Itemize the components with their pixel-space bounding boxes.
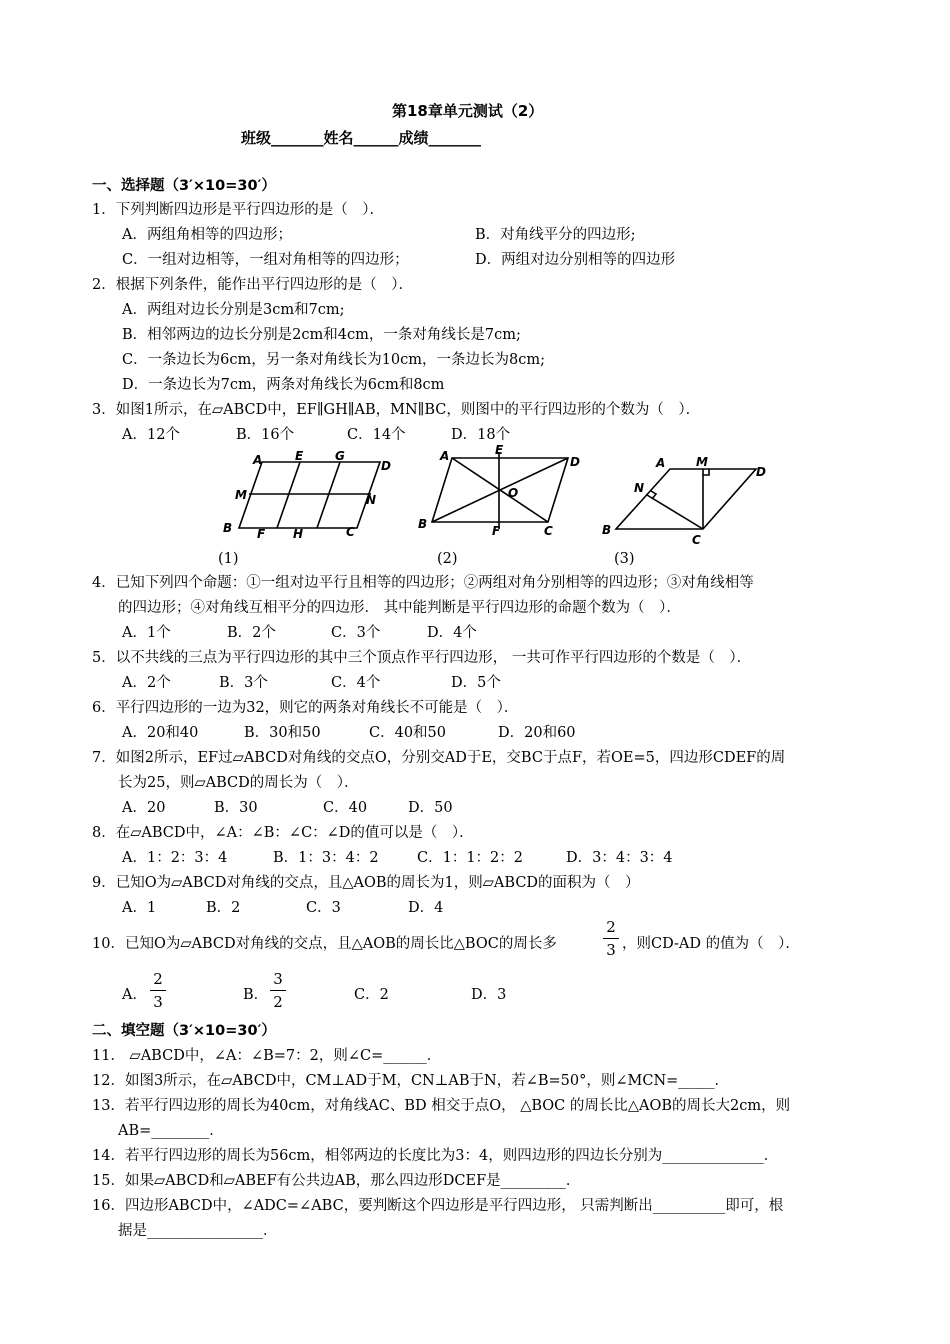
q6-stem: 6．平行四边形的一边为32，则它的两条对角线长不可能是（ ）．: [92, 700, 519, 716]
q10-frac-num: 2: [606, 918, 616, 936]
q9-option-c: C．3: [306, 900, 341, 916]
fig1-label-g: G: [335, 449, 345, 463]
q7-option-d: D．50: [408, 800, 453, 816]
q10-a-num: 2: [153, 970, 163, 988]
q8-option-a: A．1：2：3：4: [122, 850, 228, 866]
q2-stem: 2．根据下列条件，能作出平行四边形的是（ ）．: [92, 277, 413, 293]
q12-stem: 12．如图3所示，在▱ABCD中，CM⊥AD于M，CN⊥AB于N，若∠B=50°，则∠MCN=_____．: [92, 1073, 730, 1089]
fig3-label-n: N: [634, 481, 645, 495]
fig3-caption: (3): [614, 551, 635, 567]
q7-option-c: C．40: [323, 800, 368, 816]
q10-b-num: 3: [273, 970, 283, 988]
q1-option-c: C．一组对边相等，一组对角相等的四边形；: [122, 252, 409, 268]
q8-stem: 8．在▱ABCD中，∠A：∠B：∠C：∠D的值可以是（ ）．: [92, 825, 474, 841]
section-heading-fill: 二、填空题（3′×10=30′）: [92, 1023, 276, 1039]
fig1-label-h: H: [293, 527, 304, 541]
fig1-label-f: F: [257, 527, 266, 541]
q11-stem: 11． ▱ABCD中，∠A：∠B=7：2，则∠C=______．: [92, 1048, 442, 1064]
fig3-parallelogram: [616, 469, 756, 529]
fig1-parallelogram: [239, 462, 380, 528]
q1-option-b: B．对角线平分的四边形;: [475, 227, 636, 243]
fig1-label-a: A: [253, 453, 263, 467]
q5-option-d: D．5个: [451, 675, 501, 691]
q2-option-c: C．一条边长为6cm，另一条对角线长为10cm，一条边长为8cm;: [122, 352, 545, 368]
fig2-caption: (2): [437, 551, 458, 567]
q7-option-b: B．30: [214, 800, 258, 816]
fig3-label-d: D: [756, 465, 766, 479]
page-title: 第18章单元测试（2）: [392, 102, 544, 120]
fig1-line-gh: [317, 462, 340, 528]
fig1-label-b: B: [223, 521, 233, 535]
q14-stem: 14．若平行四边形的周长为56cm，相邻两边的长度比为3：4，则四边形的四边长分别为______________．: [92, 1148, 779, 1164]
student-info-line: 班级_______姓名______成绩_______: [241, 129, 482, 147]
q3-option-b: B．16个: [236, 427, 295, 443]
q16-stem-line2: 据是________________．: [118, 1223, 278, 1239]
q10-stem-post: ，则CD-AD 的值为（ ）．: [622, 936, 800, 952]
fig1-label-e: E: [295, 449, 304, 463]
q10-option-d: D．3: [471, 987, 507, 1003]
q9-option-b: B．2: [206, 900, 241, 916]
fig3-label-m: M: [696, 455, 708, 469]
q8-option-c: C．1：1：2：2: [417, 850, 523, 866]
q10-option-b-fraction: [270, 970, 286, 1011]
q10-frac-den: 3: [606, 941, 616, 959]
q5-option-a: A．2个: [122, 675, 171, 691]
q13-stem-line2: AB=________．: [118, 1123, 224, 1139]
figure-2: [410, 444, 590, 544]
section-heading-choice: 一、选择题（3′×10=30′）: [92, 178, 276, 194]
fig3-label-c: C: [692, 533, 701, 547]
q3-stem: 3．如图1所示，在▱ABCD中，EF∥GH∥AB，MN∥BC，则图中的平行四边形的个数为（ ）．: [92, 402, 701, 418]
q5-option-c: C．4个: [331, 675, 381, 691]
q7-stem-line2: 长为25，则▱ABCD的周长为（ ）．: [118, 775, 359, 791]
q13-stem-line1: 13．若平行四边形的周长为40cm，对角线AC、BD 相交于点O， △BOC 的周长比△AOB的周长大2cm，则: [92, 1098, 791, 1114]
fig1-label-d: D: [381, 459, 391, 473]
q10-fraction: [603, 918, 619, 959]
fig2-label-o: O: [508, 486, 519, 500]
fig1-caption: (1): [218, 551, 239, 567]
fig1-label-c: C: [346, 525, 355, 539]
q5-stem: 5．以不共线的三点为平行四边形的其中三个顶点作平行四边形， 一共可作平行四边形的个数是（ ）．: [92, 650, 752, 666]
q9-option-a: A．1: [122, 900, 157, 916]
q10-option-c: C．2: [354, 987, 389, 1003]
q9-option-d: D．4: [408, 900, 444, 916]
q6-option-c: C．40和50: [369, 725, 446, 741]
q1-option-d: D．两组对边分别相等的四边形: [475, 252, 676, 268]
q9-stem: 9．已知O为▱ABCD对角线的交点，且△AOB的周长为1，则▱ABCD的面积为（ ）: [92, 875, 640, 891]
q6-option-d: D．20和60: [498, 725, 576, 741]
q10-option-a-fraction: [150, 970, 166, 1011]
fig2-label-e: E: [495, 444, 504, 457]
q8-option-b: B．1：3：4：2: [273, 850, 379, 866]
q3-option-d: D．18个: [451, 427, 511, 443]
q10-stem-pre: 10．已知O为▱ABCD对角线的交点，且△AOB的周长比△BOC的周长多: [92, 936, 557, 952]
fig3-label-a: A: [656, 456, 666, 470]
fig3-right-angle-m: [703, 469, 709, 475]
q15-stem: 15．如果▱ABCD和▱ABEF有公共边AB，那么四边形DCEF是_________．: [92, 1173, 581, 1189]
fig2-diagonal-bd: [432, 458, 568, 522]
q2-option-d: D．一条边长为7cm，两条对角线长为6cm和8cm: [122, 377, 445, 393]
q10-a-den: 3: [153, 993, 163, 1011]
figure-3: [596, 452, 776, 552]
q10-option-a-label: A．: [122, 987, 147, 1003]
fig3-label-b: B: [602, 523, 612, 537]
q16-stem-line1: 16．四边形ABCD中，∠ADC=∠ABC，要判断这个四边形是平行四边形， 只需判断出__________即可，根: [92, 1198, 784, 1214]
q1-stem: 1．下列判断四边形是平行四边形的是（ ）．: [92, 202, 384, 218]
fig2-label-b: B: [418, 517, 428, 531]
q6-option-b: B．30和50: [244, 725, 321, 741]
q4-option-b: B．2个: [227, 625, 276, 641]
q2-option-a: A．两组对边长分别是3cm和7cm;: [122, 302, 345, 318]
q4-option-a: A．1个: [122, 625, 171, 641]
fig2-label-c: C: [544, 524, 553, 538]
q4-option-c: C．3个: [331, 625, 381, 641]
fig2-label-a: A: [440, 449, 450, 463]
fig3-line-cn: [647, 495, 703, 529]
q4-stem-line1: 4．已知下列四个命题：①一组对边平行且相等的四边形；②两组对角分别相等的四边形；③对角线相等: [92, 575, 754, 591]
q8-option-d: D．3：4：3：4: [566, 850, 673, 866]
fig1-label-m: M: [235, 488, 247, 502]
q1-option-a: A．两组角相等的四边形；: [122, 227, 292, 243]
fig2-label-f: F: [492, 524, 501, 538]
q7-option-a: A．20: [122, 800, 166, 816]
q7-stem-line1: 7．如图2所示，EF过▱ABCD对角线的交点O，分别交AD于E，交BC于点F，若OE=5，四边形CDEF的周: [92, 750, 786, 766]
fig1-line-ef: [277, 462, 300, 528]
q10-b-den: 2: [273, 993, 283, 1011]
figure-1: [215, 448, 400, 548]
fig1-label-n: N: [366, 493, 377, 507]
q4-stem-line2: 的四边形；④对角线互相平分的四边形． 其中能判断是平行四边形的命题个数为（ ）．: [118, 600, 681, 616]
fig2-label-d: D: [570, 455, 580, 469]
q4-option-d: D．4个: [427, 625, 477, 641]
q10-option-b-label: B．: [243, 987, 269, 1003]
q3-option-c: C．14个: [347, 427, 406, 443]
q6-option-a: A．20和40: [122, 725, 199, 741]
q3-option-a: A．12个: [122, 427, 180, 443]
q5-option-b: B．3个: [219, 675, 268, 691]
q2-option-b: B．相邻两边的边长分别是2cm和4cm，一条对角线长是7cm;: [122, 327, 521, 343]
